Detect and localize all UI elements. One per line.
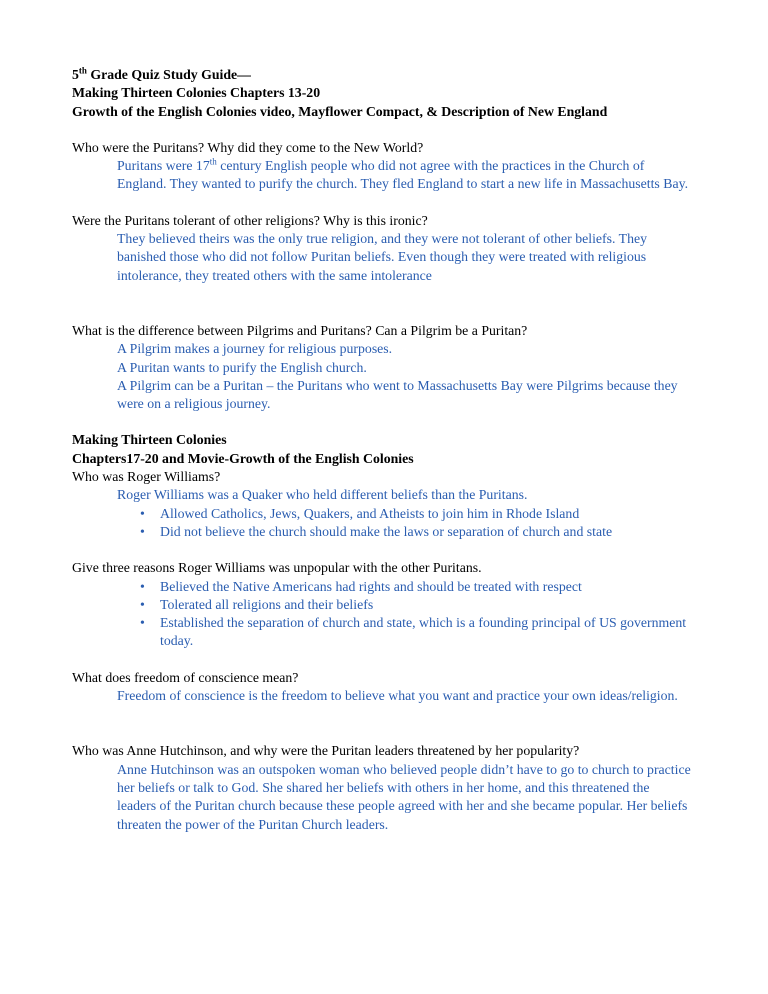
list-item [140,614,692,651]
bullet-icon: • [140,505,145,521]
answer-text: Freedom of conscience is the freedom to believe what you want and practice your own ideas/religion. [117,688,678,704]
list-item [140,578,692,596]
bullet-icon: • [140,578,145,594]
question-text: What does freedom of conscience mean? [72,669,299,685]
section-title-line-2: Chapters17-20 and Movie-Growth of the English Colonies [72,450,414,466]
answer-fragment: Puritans were 17 [117,158,210,174]
question-text: What is the difference between Pilgrims and Puritans? Can a Pilgrim be a Puritan? [72,322,528,338]
question-text: Give three reasons Roger Williams was unpopular with the other Puritans. [72,560,482,576]
list-item [140,523,692,541]
header-text: Grade Quiz Study Guide— [86,67,251,82]
qa-block-puritans-tolerance [72,212,692,285]
header-line-1 [72,66,692,84]
bullet-text: Allowed Catholics, Jews, Quakers, and Atheists to join him in Rhode Island [160,505,580,521]
section-title-line-1: Making Thirteen Colonies [72,432,227,448]
answer-group [117,340,692,413]
qa-block-williams-unpopular [72,559,692,650]
question-text: Who was Anne Hutchinson, and why were the Puritan leaders threatened by her popularity? [72,743,580,759]
section-header [72,431,692,468]
superscript-th: th [209,156,217,167]
header-line-3: Growth of the English Colonies video, Mayflower Compact, & Description of New England [72,103,608,119]
bullet-list [140,505,692,542]
list-item [140,596,692,614]
question-text: Who were the Puritans? Why did they come to the New World? [72,139,424,155]
bullet-text: Established the separation of church and state, which is a founding principal of US government today. [160,615,687,649]
question-text: Were the Puritans tolerant of other religions? Why is this ironic? [72,212,428,228]
qa-block-pilgrims-vs-puritans [72,322,692,413]
header-line-2: Making Thirteen Colonies Chapters 13-20 [72,85,321,101]
bullet-icon: • [140,523,145,539]
header-text: 5 [72,67,79,82]
answer-text [117,157,692,194]
answer-text: Roger Williams was a Quaker who held different beliefs than the Puritans. [117,487,528,503]
answer-line: A Pilgrim can be a Puritan – the Puritans who went to Massachusetts Bay were Pilgrims because they were on a religious journey. [117,377,678,412]
bullet-text: Did not believe the church should make the laws or separation of church and state [160,523,613,539]
qa-block-anne-hutchinson [72,742,692,833]
qa-block-freedom-of-conscience [72,669,692,706]
qa-block-roger-williams [72,468,692,541]
answer-fragment: century English people who did not agree with the practices in the Church of England. They wanted to purify the church. They fled England to start a new life in Massachusetts Bay. [117,158,689,192]
question-text: Who was Roger Williams? [72,469,221,485]
bullet-icon: • [140,615,145,631]
answer-text: Anne Hutchinson was an outspoken woman who believed people didn’t have to go to church to practice her beliefs or talk to God. She shared her beliefs with others in her home, and this threatened the leaders of the Puritan church because these people agreed with her and she became popular. Her beliefs threaten the power of the Puritan Church leaders. [117,761,691,832]
superscript-th: th [78,65,87,76]
answer-line: A Pilgrim makes a journey for religious purposes. [117,341,393,357]
answer-text: They believed theirs was the only true religion, and they were not tolerant of other beliefs. They banished those who did not follow Puritan beliefs. Even though they were treated with religious intolerance, they treated others with the same intolerance [117,231,647,283]
bullet-list [140,578,692,651]
document-header [72,66,692,121]
bullet-icon: • [140,596,145,612]
bullet-text: Tolerated all religions and their beliefs [160,596,374,612]
bullet-text: Believed the Native Americans had rights and should be treated with respect [160,578,582,594]
qa-block-puritans-origin [72,139,692,194]
list-item [140,505,692,523]
answer-line: A Puritan wants to purify the English church. [117,359,367,375]
